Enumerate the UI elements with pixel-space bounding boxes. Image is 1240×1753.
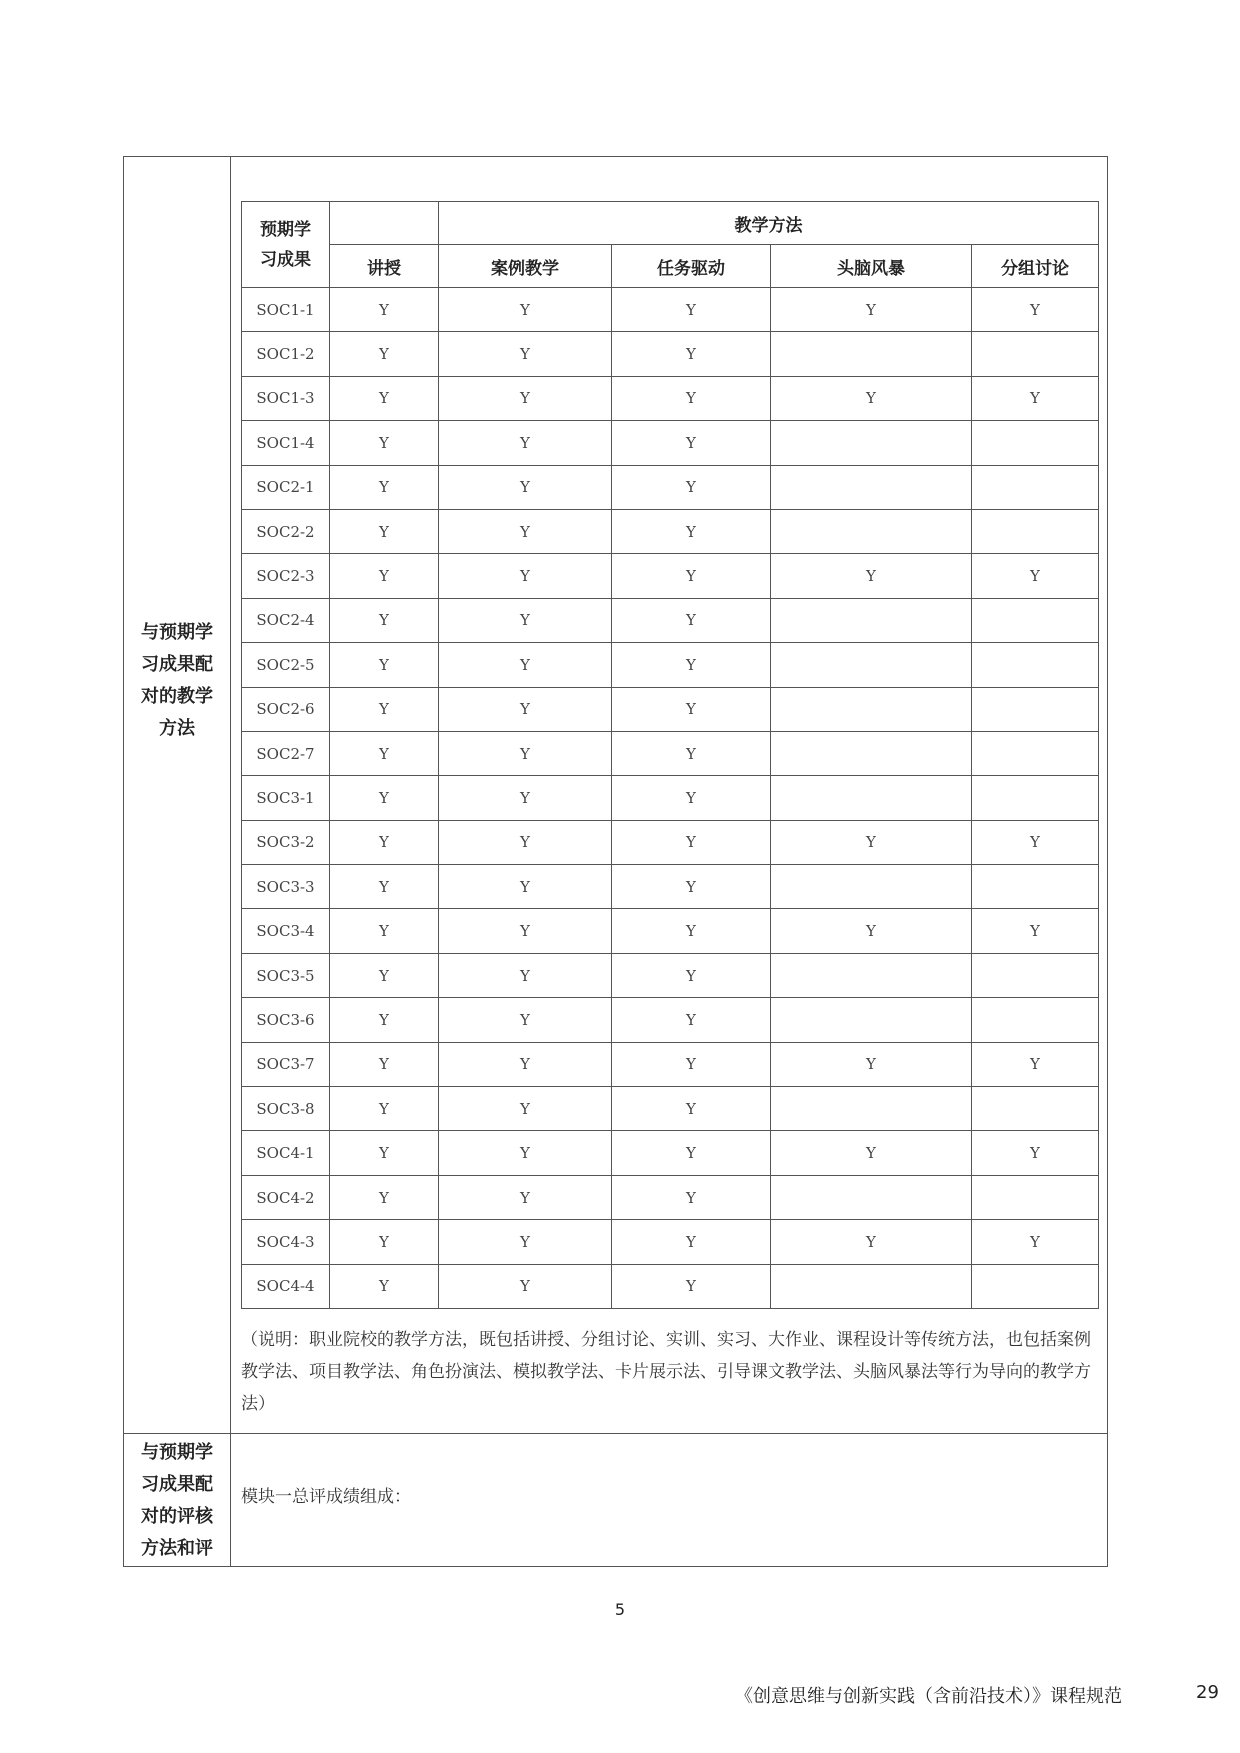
- corner-header-line: 预期学: [260, 219, 311, 240]
- method-mark-cell: [771, 998, 972, 1042]
- method-mark-cell: Y: [439, 643, 612, 687]
- table-row: [242, 1087, 1099, 1131]
- outcome-code-cell: SOC1-1: [242, 288, 330, 332]
- method-mark-cell: Y: [612, 953, 771, 997]
- method-mark-cell: Y: [771, 554, 972, 598]
- page-number: 5: [614, 1600, 626, 1619]
- method-mark-cell: Y: [330, 421, 439, 465]
- method-mark-cell: Y: [771, 1131, 972, 1175]
- table-row: [242, 288, 1099, 332]
- method-mark-cell: Y: [439, 1042, 612, 1086]
- method-mark-cell: Y: [330, 820, 439, 864]
- table-row: [242, 1042, 1099, 1086]
- table-row: [242, 687, 1099, 731]
- method-mark-cell: Y: [612, 376, 771, 420]
- method-mark-cell: [771, 1087, 972, 1131]
- table-row: [242, 554, 1099, 598]
- method-mark-cell: Y: [330, 953, 439, 997]
- method-mark-cell: [972, 998, 1099, 1042]
- outcome-code-cell: SOC4-2: [242, 1175, 330, 1219]
- method-mark-cell: Y: [612, 1220, 771, 1264]
- method-mark-cell: Y: [330, 1264, 439, 1308]
- corner-header-line: 习成果: [260, 249, 311, 270]
- method-mark-cell: Y: [612, 332, 771, 376]
- outcome-code-cell: SOC3-5: [242, 953, 330, 997]
- method-mark-cell: Y: [612, 909, 771, 953]
- method-mark-cell: Y: [330, 1175, 439, 1219]
- method-mark-cell: Y: [439, 953, 612, 997]
- side-label-teaching-methods: [124, 617, 230, 745]
- outcome-code-cell: SOC2-2: [242, 509, 330, 553]
- table-row: [242, 820, 1099, 864]
- method-mark-cell: [972, 1087, 1099, 1131]
- table-row: [242, 953, 1099, 997]
- method-mark-cell: Y: [612, 465, 771, 509]
- outcome-code-cell: SOC4-3: [242, 1220, 330, 1264]
- method-mark-cell: Y: [439, 598, 612, 642]
- method-mark-cell: Y: [330, 332, 439, 376]
- method-mark-cell: [972, 465, 1099, 509]
- outcome-code-cell: SOC1-4: [242, 421, 330, 465]
- method-mark-cell: [771, 776, 972, 820]
- method-mark-cell: [972, 731, 1099, 775]
- method-mark-cell: Y: [330, 554, 439, 598]
- method-mark-cell: Y: [612, 731, 771, 775]
- method-mark-cell: Y: [439, 1220, 612, 1264]
- method-mark-cell: Y: [612, 554, 771, 598]
- outcome-code-cell: SOC1-2: [242, 332, 330, 376]
- column-header-group-discussion: 分组讨论: [972, 245, 1099, 288]
- method-mark-cell: Y: [439, 376, 612, 420]
- method-mark-cell: Y: [330, 1087, 439, 1131]
- method-mark-cell: Y: [771, 1220, 972, 1264]
- method-mark-cell: Y: [439, 554, 612, 598]
- method-mark-cell: Y: [439, 509, 612, 553]
- method-mark-cell: Y: [612, 998, 771, 1042]
- side-label-line: 与预期学: [141, 622, 213, 643]
- method-mark-cell: Y: [612, 1264, 771, 1308]
- outer-column-divider: [230, 157, 231, 1566]
- outer-row-divider: [124, 1433, 1107, 1434]
- method-mark-cell: Y: [612, 1042, 771, 1086]
- method-mark-cell: Y: [439, 820, 612, 864]
- table-row: [242, 909, 1099, 953]
- method-mark-cell: Y: [612, 509, 771, 553]
- empty-header-cell: [330, 202, 439, 245]
- method-mark-cell: [771, 865, 972, 909]
- table-row: [242, 598, 1099, 642]
- outcome-code-cell: SOC3-4: [242, 909, 330, 953]
- outcome-code-cell: SOC3-2: [242, 820, 330, 864]
- outcome-code-cell: SOC2-5: [242, 643, 330, 687]
- method-mark-cell: Y: [439, 909, 612, 953]
- method-mark-cell: [771, 509, 972, 553]
- outcome-code-cell: SOC3-7: [242, 1042, 330, 1086]
- method-mark-cell: [771, 731, 972, 775]
- method-mark-cell: Y: [330, 1220, 439, 1264]
- method-mark-cell: Y: [439, 687, 612, 731]
- method-mark-cell: Y: [330, 643, 439, 687]
- method-mark-cell: [972, 776, 1099, 820]
- outcome-code-cell: SOC2-7: [242, 731, 330, 775]
- method-mark-cell: Y: [330, 731, 439, 775]
- method-mark-cell: Y: [330, 687, 439, 731]
- method-mark-cell: Y: [439, 465, 612, 509]
- table-row: [242, 776, 1099, 820]
- method-mark-cell: Y: [972, 288, 1099, 332]
- method-mark-cell: Y: [612, 1131, 771, 1175]
- group-header-teaching-methods: 教学方法: [439, 202, 1099, 245]
- side-label-assessment-methods: [124, 1437, 230, 1565]
- outcome-code-cell: SOC4-1: [242, 1131, 330, 1175]
- method-mark-cell: [972, 509, 1099, 553]
- footer-page-number: 29: [1196, 1682, 1219, 1703]
- method-mark-cell: [972, 687, 1099, 731]
- outcome-code-cell: SOC2-4: [242, 598, 330, 642]
- outcome-code-cell: SOC3-1: [242, 776, 330, 820]
- method-mark-cell: Y: [330, 1042, 439, 1086]
- table-body: [242, 288, 1099, 1309]
- method-mark-cell: Y: [972, 820, 1099, 864]
- table-row: [242, 643, 1099, 687]
- method-mark-cell: Y: [439, 731, 612, 775]
- method-mark-cell: Y: [330, 509, 439, 553]
- method-mark-cell: Y: [612, 820, 771, 864]
- method-mark-cell: Y: [439, 1175, 612, 1219]
- method-mark-cell: Y: [439, 332, 612, 376]
- method-mark-cell: Y: [330, 376, 439, 420]
- method-mark-cell: Y: [972, 1042, 1099, 1086]
- method-mark-cell: [972, 332, 1099, 376]
- method-mark-cell: Y: [612, 687, 771, 731]
- table-row: [242, 376, 1099, 420]
- column-header-brainstorming: 头脑风暴: [771, 245, 972, 288]
- method-mark-cell: Y: [612, 643, 771, 687]
- side-label-line: 对的教学: [141, 686, 213, 707]
- module-score-composition: 模块一总评成绩组成：: [241, 1487, 411, 1507]
- side-label-line: 与预期学: [141, 1442, 213, 1463]
- method-mark-cell: Y: [330, 465, 439, 509]
- method-mark-cell: Y: [439, 998, 612, 1042]
- method-mark-cell: [972, 1264, 1099, 1308]
- method-mark-cell: Y: [439, 1131, 612, 1175]
- method-mark-cell: Y: [330, 1131, 439, 1175]
- side-label-line: 方法和评: [141, 1538, 213, 1559]
- outcome-code-cell: SOC2-1: [242, 465, 330, 509]
- table-row: [242, 1175, 1099, 1219]
- method-mark-cell: Y: [771, 288, 972, 332]
- table-row: [242, 998, 1099, 1042]
- side-label-line: 习成果配: [141, 654, 213, 675]
- method-mark-cell: Y: [439, 421, 612, 465]
- table-row: [242, 731, 1099, 775]
- method-mark-cell: Y: [771, 1042, 972, 1086]
- method-mark-cell: Y: [612, 288, 771, 332]
- outcome-code-cell: SOC2-3: [242, 554, 330, 598]
- method-mark-cell: [972, 598, 1099, 642]
- column-header-lecture: 讲授: [330, 245, 439, 288]
- method-mark-cell: [771, 332, 972, 376]
- method-mark-cell: Y: [612, 421, 771, 465]
- table-row: [242, 332, 1099, 376]
- method-mark-cell: Y: [439, 776, 612, 820]
- method-mark-cell: Y: [330, 776, 439, 820]
- outcome-code-cell: SOC3-8: [242, 1087, 330, 1131]
- method-mark-cell: Y: [330, 998, 439, 1042]
- footer-document-title: 《创意思维与创新实践（含前沿技术）》课程规范: [735, 1686, 1122, 1707]
- table-row: [242, 465, 1099, 509]
- method-mark-cell: Y: [330, 288, 439, 332]
- method-mark-cell: Y: [612, 598, 771, 642]
- method-mark-cell: Y: [972, 554, 1099, 598]
- method-mark-cell: Y: [439, 288, 612, 332]
- outcome-code-cell: SOC3-3: [242, 865, 330, 909]
- teaching-methods-table: [241, 201, 1099, 1309]
- method-mark-cell: Y: [612, 1175, 771, 1219]
- table-row: [242, 1220, 1099, 1264]
- side-label-line: 对的评核: [141, 1506, 213, 1527]
- method-mark-cell: Y: [771, 820, 972, 864]
- method-mark-cell: Y: [330, 598, 439, 642]
- method-mark-cell: Y: [771, 909, 972, 953]
- method-mark-cell: Y: [439, 1087, 612, 1131]
- table-row: [242, 421, 1099, 465]
- explanation-note: （说明：职业院校的教学方法，既包括讲授、分组讨论、实训、实习、大作业、课程设计等传统方法，也包括案例教学法、项目教学法、角色扮演法、模拟教学法、卡片展示法、引导课文教学法、头脑风暴法等行为导向的教学方法）: [241, 1330, 1091, 1414]
- side-label-line: 方法: [159, 718, 195, 739]
- table-row: [242, 1131, 1099, 1175]
- method-mark-cell: Y: [330, 865, 439, 909]
- method-mark-cell: Y: [771, 376, 972, 420]
- method-mark-cell: [771, 1264, 972, 1308]
- table-row: [242, 1264, 1099, 1308]
- column-header-case-teaching: 案例教学: [439, 245, 612, 288]
- method-mark-cell: Y: [972, 1131, 1099, 1175]
- method-mark-cell: [972, 643, 1099, 687]
- table-row: [242, 509, 1099, 553]
- outcome-code-cell: SOC4-4: [242, 1264, 330, 1308]
- method-mark-cell: [972, 953, 1099, 997]
- method-mark-cell: [771, 421, 972, 465]
- column-header-task-driven: 任务驱动: [612, 245, 771, 288]
- method-mark-cell: Y: [612, 865, 771, 909]
- method-mark-cell: [771, 687, 972, 731]
- method-mark-cell: Y: [439, 1264, 612, 1308]
- method-mark-cell: Y: [612, 1087, 771, 1131]
- method-mark-cell: [972, 421, 1099, 465]
- method-mark-cell: [771, 953, 972, 997]
- outcome-code-cell: SOC2-6: [242, 687, 330, 731]
- method-mark-cell: [771, 598, 972, 642]
- method-mark-cell: Y: [972, 909, 1099, 953]
- method-mark-cell: [771, 465, 972, 509]
- corner-header-expected-outcomes: [242, 202, 330, 288]
- outcome-code-cell: SOC3-6: [242, 998, 330, 1042]
- method-mark-cell: [972, 865, 1099, 909]
- method-mark-cell: [972, 1175, 1099, 1219]
- method-mark-cell: Y: [612, 776, 771, 820]
- method-mark-cell: Y: [972, 376, 1099, 420]
- method-mark-cell: Y: [439, 865, 612, 909]
- table-row: [242, 865, 1099, 909]
- side-label-line: 习成果配: [141, 1474, 213, 1495]
- method-mark-cell: [771, 643, 972, 687]
- method-mark-cell: Y: [972, 1220, 1099, 1264]
- method-mark-cell: [771, 1175, 972, 1219]
- method-mark-cell: Y: [330, 909, 439, 953]
- outcome-code-cell: SOC1-3: [242, 376, 330, 420]
